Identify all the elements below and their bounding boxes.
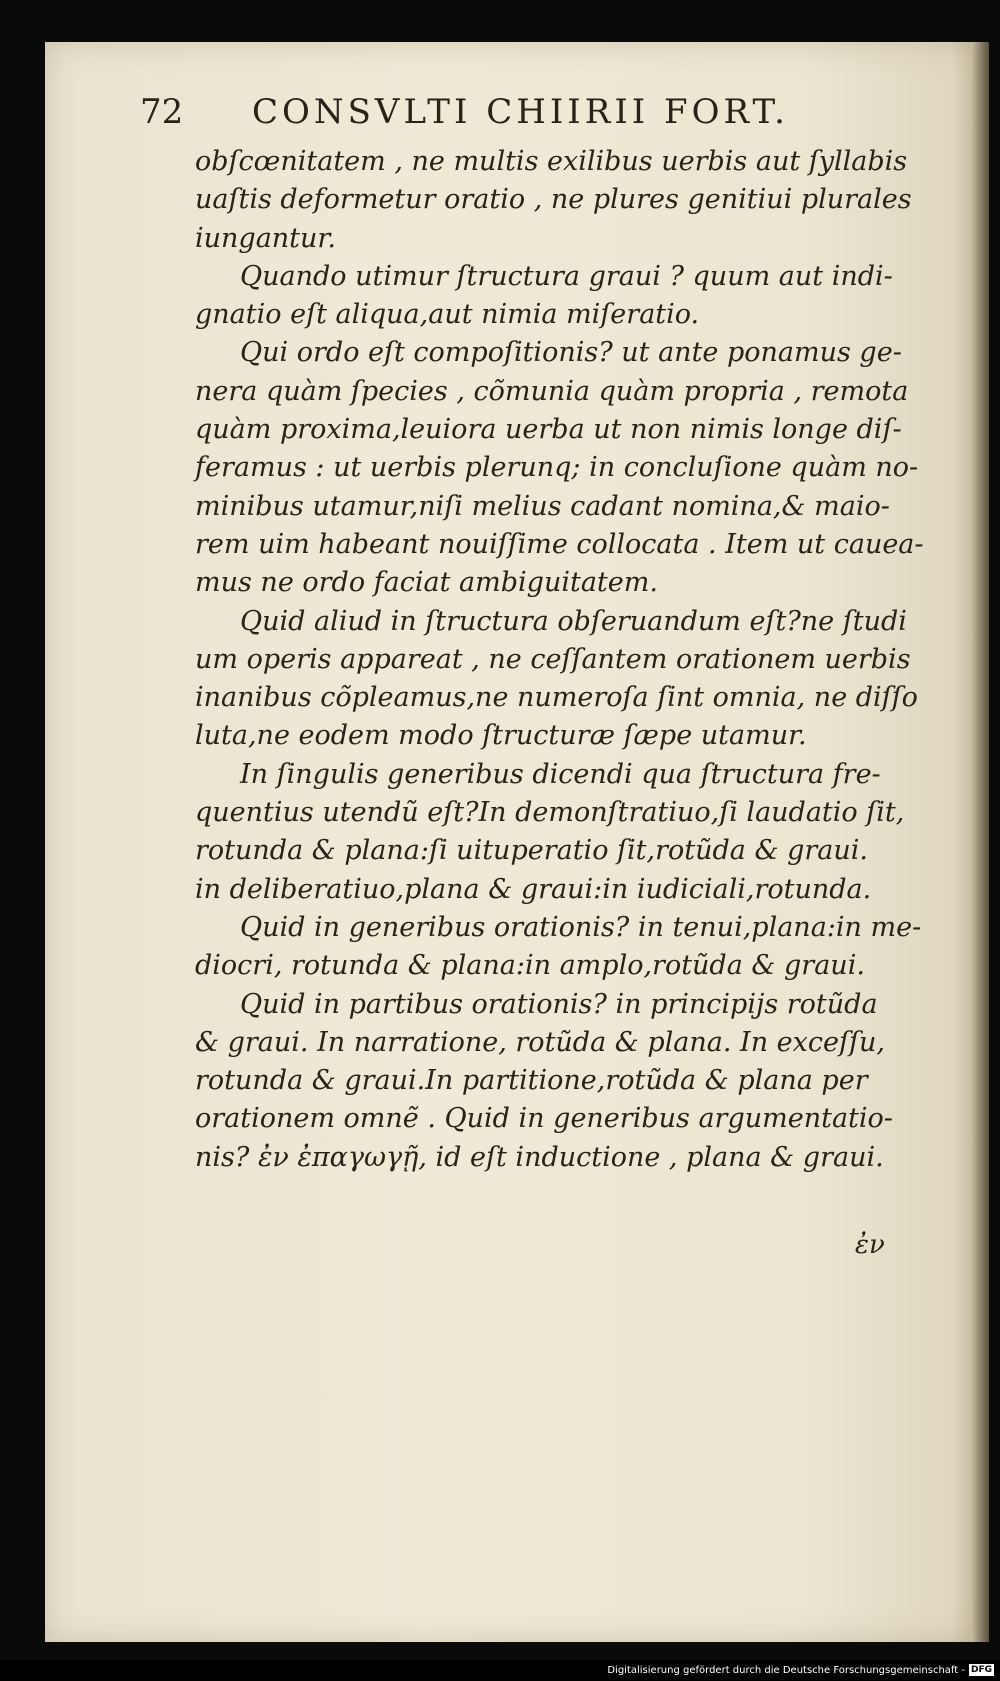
text-line: obſcœnitatem , ne multis exilibus uerbis aut ſyllabis bbox=[195, 146, 908, 177]
text-line: Qui ordo eſt compoſitionis? ut ante ponamus ge- bbox=[240, 337, 902, 369]
footer-bar bbox=[0, 1660, 1000, 1681]
page-number: 72 bbox=[140, 92, 184, 132]
text-line: Quid in partibus orationis? in principijs rotũda bbox=[240, 988, 878, 1020]
text-line: quàm proxima,leuiora uerba ut non nimis longe diſ- bbox=[195, 414, 902, 446]
text-line: Quid in generibus orationis? in tenui,plana:in me- bbox=[240, 911, 922, 943]
text-line: In ſingulis generibus dicendi qua ſtructura fre- bbox=[240, 758, 881, 790]
text-line: mus ne ordo faciat ambiguitatem. bbox=[195, 567, 658, 599]
text-line: nera quàm ſpecies , cõmunia quàm propria , remota bbox=[195, 375, 909, 407]
text-line: inanibus cõpleamus,ne numeroſa ſint omnia, ne diſſo bbox=[195, 682, 918, 714]
body-text bbox=[195, 143, 924, 1177]
text-line: & graui. In narratione, rotũda & plana. In exceſſu, bbox=[195, 1026, 885, 1058]
text-line: luta,ne eodem modo ſtructuræ ſæpe utamur. bbox=[195, 720, 807, 752]
footer-credit: Digitalisierung gefördert durch die Deutsche Forschungsgemeinschaft - bbox=[607, 1665, 965, 1676]
text-line: Quid aliud in ſtructura obſeruandum eſt?ne ſtudi bbox=[240, 605, 907, 637]
text-line: diocri, rotunda & plana:in amplo,rotũda & graui. bbox=[195, 950, 865, 982]
text-line: rotunda & graui.In partitione,rotũda & plana per bbox=[195, 1065, 868, 1097]
text-line: um operis appareat , ne ceſſantem orationem uerbis bbox=[195, 643, 911, 675]
text-line: in deliberatiuo,plana & graui:in iudiciali,rotunda. bbox=[195, 873, 872, 905]
text-line: iungantur. bbox=[195, 222, 336, 254]
dfg-logo: DFG bbox=[970, 1665, 992, 1675]
text-line: nis? ἐν ἐπαγωγῇ, id eſt inductione , plana & graui. bbox=[195, 1141, 884, 1173]
text-line: rem uim habeant nouiſſime collocata . Item ut cauea- bbox=[195, 528, 924, 560]
text-line: quentius utendũ eſt?In demonſtratiuo,ſi laudatio ſit, bbox=[195, 797, 905, 829]
catchword: ἐν bbox=[855, 1230, 885, 1260]
text-line: Quando utimur ſtructura graui ? quum aut indi- bbox=[240, 260, 893, 292]
text-line: minibus utamur,niſi melius cadant nomina,& maio- bbox=[195, 490, 890, 522]
text-line: uaſtis deformetur oratio , ne plures genitiui plurales bbox=[195, 184, 912, 216]
page-gutter bbox=[971, 42, 989, 1642]
text-line: feramus : ut uerbis plerunq; in concluſione quàm no- bbox=[195, 452, 919, 484]
text-line: gnatio eſt aliqua,aut nimia miſeratio. bbox=[195, 299, 700, 331]
text-line: orationem omnẽ . Quid in generibus argumentatio- bbox=[195, 1103, 893, 1135]
text-line: rotunda & plana:ſi uituperatio ſit,rotũda & graui. bbox=[195, 835, 868, 867]
running-head: CONSVLTI CHIIRII FORT. bbox=[252, 92, 789, 132]
page-header bbox=[140, 92, 900, 142]
